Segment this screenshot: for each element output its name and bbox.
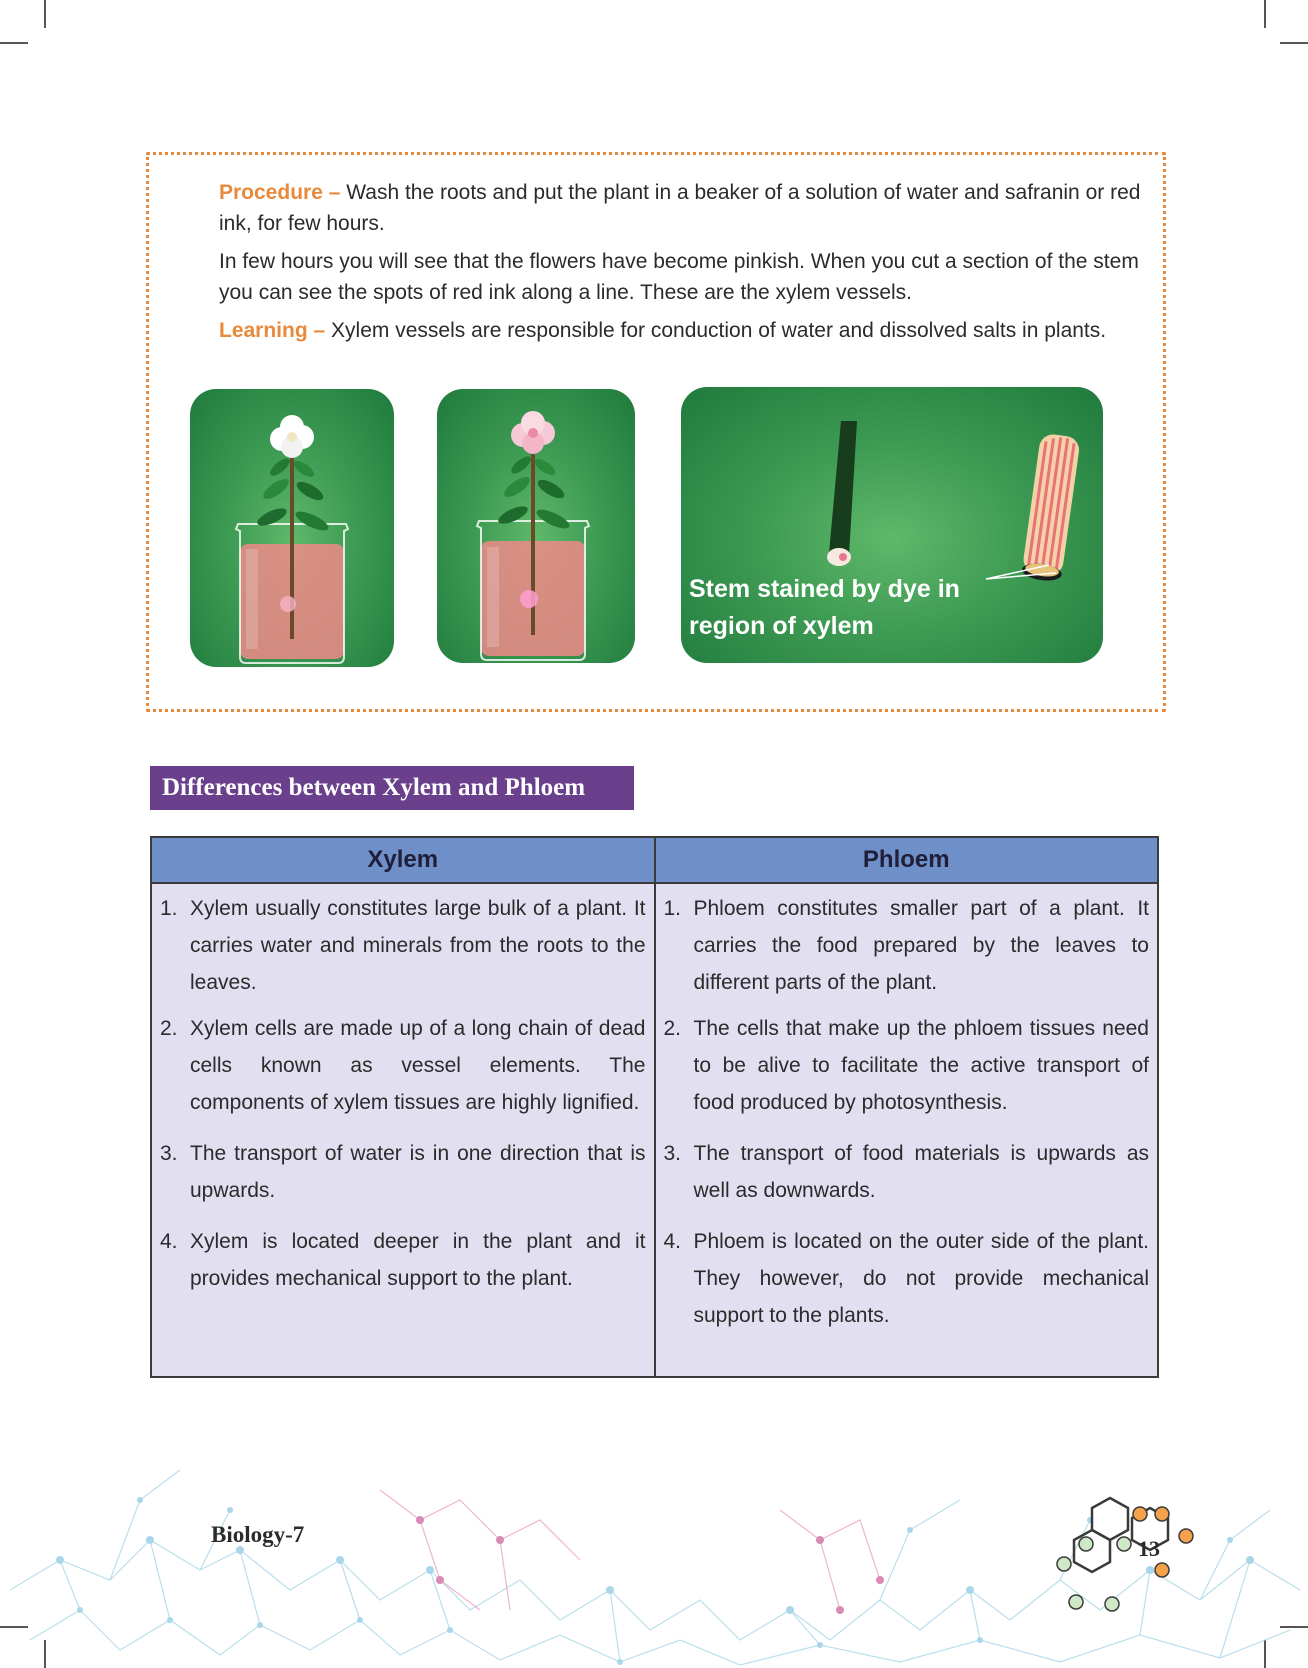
crop-mark — [1280, 42, 1308, 44]
stem-caption-line: region of xylem — [689, 612, 874, 640]
learning-paragraph — [219, 315, 1144, 346]
section-heading: Differences between Xylem and Phloem — [150, 766, 634, 810]
procedure-paragraph — [219, 177, 1144, 239]
xylem-phloem-table — [150, 836, 1159, 1378]
item-number: 3. — [663, 1142, 682, 1165]
item-text: Phloem is located on the outer side of the plant. They however, do not provide mechanical support to the plants. — [693, 1230, 1149, 1327]
table-row — [151, 883, 1158, 1377]
column-header-phloem: Phloem — [655, 837, 1159, 883]
list-item — [160, 1223, 646, 1297]
list-item — [160, 1010, 646, 1121]
item-number: 3. — [160, 1142, 178, 1165]
list-item — [664, 1223, 1150, 1334]
item-text: Xylem is located deeper in the plant and it provides mechanical support to the plant. — [190, 1230, 646, 1290]
item-text: The transport of water is in one direction that is upwards. — [190, 1142, 646, 1202]
list-item — [160, 1135, 646, 1209]
book-title: Biology-7 — [211, 1522, 305, 1547]
crop-mark — [0, 42, 28, 44]
learning-label: Learning – — [219, 319, 326, 342]
table-header-row — [151, 837, 1158, 883]
list-item — [664, 1135, 1150, 1209]
item-number: 4. — [160, 1230, 178, 1253]
crop-mark — [1264, 0, 1266, 28]
crop-mark — [44, 0, 46, 28]
stem-caption — [689, 571, 960, 645]
observation-paragraph: In few hours you will see that the flowers have become pinkish. When you cut a section of the stem you can see the spots of red ink along a line. These are the xylem vessels. — [219, 250, 1139, 304]
list-item — [160, 890, 646, 1001]
table-cell-phloem — [655, 883, 1159, 1377]
procedure-text: Wash the roots and put the plant in a beaker of a solution of water and safranin or red ink, for few hours. — [219, 181, 1141, 235]
item-text: Xylem usually constitutes large bulk of a plant. It carries water and minerals from the roots to the leaves. — [190, 897, 646, 994]
plant-beaker-illustration-white — [190, 389, 394, 667]
stem-caption-line: Stem stained by dye in — [689, 575, 960, 603]
page-number: 13 — [1138, 1536, 1160, 1561]
item-number: 2. — [663, 1017, 682, 1040]
molecule-network-decoration — [0, 1440, 1308, 1668]
learning-text: Xylem vessels are responsible for conduction of water and dissolved salts in plants. — [325, 319, 1107, 342]
procedure-label: Procedure – — [219, 181, 341, 204]
item-text: Xylem cells are made up of a long chain of dead cells known as vessel elements. The components of xylem tissues are highly lignified. — [190, 1017, 646, 1114]
plant-beaker-illustration-pink — [437, 389, 635, 663]
item-text: Phloem constitutes smaller part of a plant. It carries the food prepared by the leaves to different parts of the plant. — [693, 897, 1149, 994]
plant-beaker-image — [437, 389, 635, 663]
activity-box — [146, 152, 1166, 712]
stained-stem-illustration — [681, 387, 1103, 663]
item-number: 4. — [663, 1230, 682, 1253]
item-number: 1. — [160, 897, 178, 920]
column-header-xylem: Xylem — [151, 837, 655, 883]
item-text: The cells that make up the phloem tissues need to be alive to facilitate the active transport of food produced by photosynthesis. — [693, 1017, 1149, 1114]
list-item — [664, 890, 1150, 1001]
table-cell-xylem — [151, 883, 655, 1377]
item-text: The transport of food materials is upwards as well as downwards. — [693, 1142, 1149, 1202]
item-number: 1. — [663, 897, 682, 920]
plant-beaker-image — [190, 389, 394, 667]
item-number: 2. — [160, 1017, 178, 1040]
list-item — [664, 1010, 1150, 1121]
